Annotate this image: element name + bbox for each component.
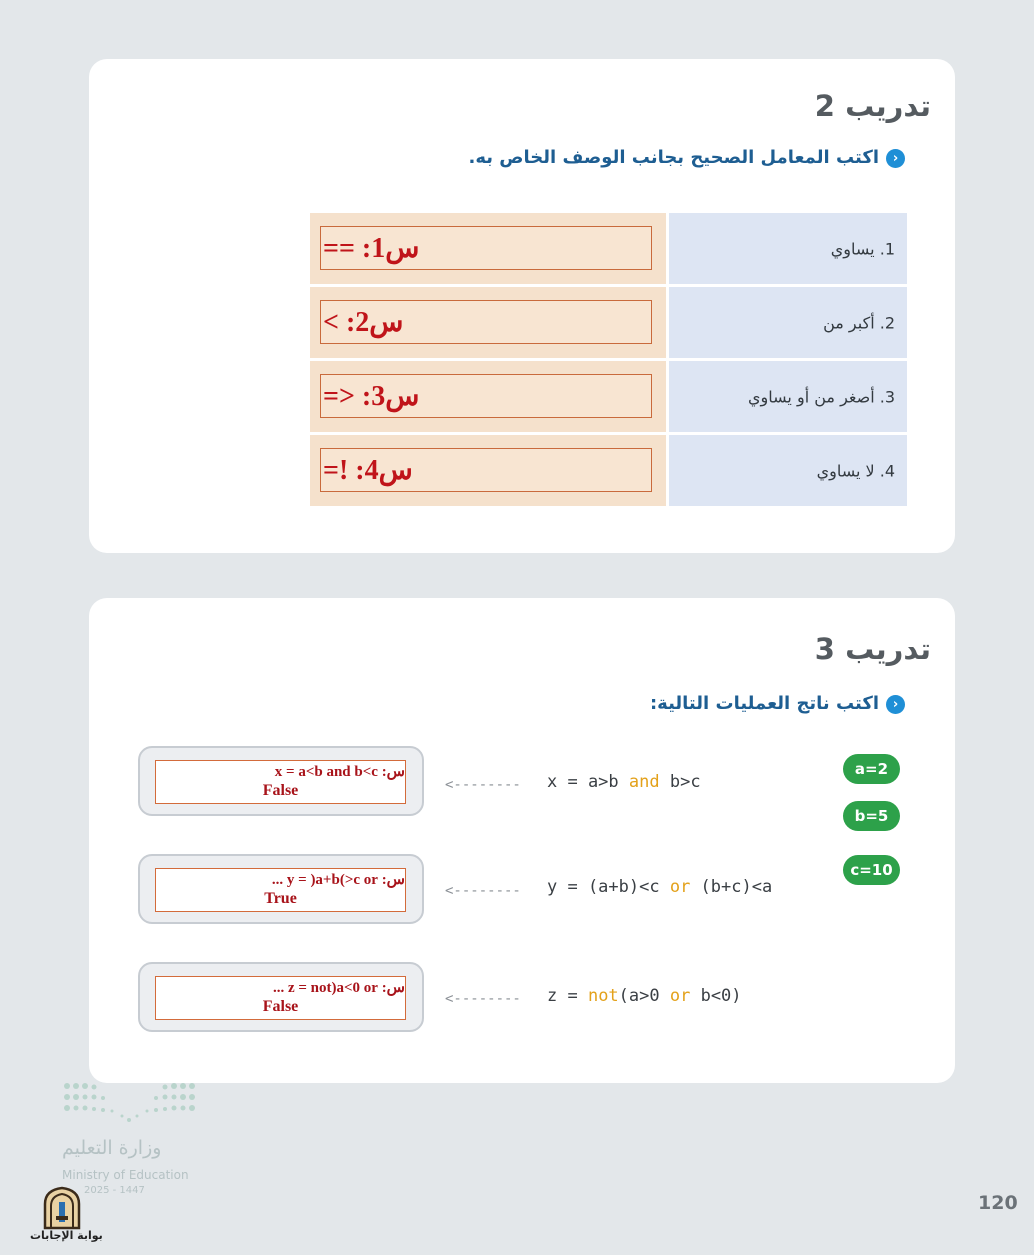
arrow-left-icon: <--------: [445, 777, 521, 793]
answer-box: [320, 374, 652, 418]
result-answer-box: [155, 868, 406, 912]
result-answer-expression: س: z = not)a<0 or ...: [272, 980, 405, 996]
description-cell: [669, 213, 907, 284]
code-text: x = a>b: [547, 772, 629, 792]
answer-text: س4: !=: [323, 455, 413, 486]
result-answer-expression: س: y = )a+b(>c or ...: [271, 872, 405, 888]
code-text: (b+c)<a: [690, 877, 773, 897]
variable-pill-a: a=2: [843, 754, 900, 784]
answer-box: [320, 448, 652, 492]
exercise-3-instruction-text: اكتب ناتج العمليات التالية:: [649, 693, 879, 714]
answer-box: [320, 300, 652, 344]
ministry-name-english: Ministry of Education: [62, 1168, 189, 1182]
variable-pill-c: c=10: [843, 855, 900, 885]
answer-cell: [310, 287, 666, 358]
ministry-years: 2025 - 1447: [84, 1185, 145, 1196]
code-keyword-and: and: [628, 772, 660, 792]
operator-row-4: [310, 435, 907, 506]
result-answer-expression: س: x = a<b and b<c: [274, 764, 405, 780]
chevron-left-icon: ‹: [886, 695, 905, 714]
result-answer-box: [155, 760, 406, 804]
ministry-logo-icon: [62, 1080, 197, 1126]
answer-cell: [310, 213, 666, 284]
exercise-2-instruction-text: اكتب المعامل الصحيح بجانب الوصف الخاص به.: [468, 147, 879, 168]
description-text: 1. يساوي: [830, 239, 895, 258]
answer-text: س1: ==: [323, 233, 420, 264]
code-keyword-or: or: [669, 877, 691, 897]
ministry-name-arabic: وزارة التعليم: [62, 1137, 162, 1159]
result-answer-value: False: [262, 998, 299, 1015]
answer-text: س2: >: [323, 307, 404, 338]
description-cell: [669, 435, 907, 506]
description-text: 2. أكبر من: [823, 313, 895, 332]
result-answer-box: [155, 976, 406, 1020]
exercise-2-card: [89, 59, 955, 553]
operator-row-1: [310, 213, 907, 284]
exercise-2-instruction: [469, 147, 905, 168]
result-frame-z: [138, 962, 424, 1032]
code-expression-z: [547, 986, 742, 1006]
answer-text: س3: <=: [323, 381, 420, 412]
description-cell: [669, 287, 907, 358]
exercise-3-card: [89, 598, 955, 1083]
arrow-left-icon: <--------: [445, 991, 521, 1007]
variable-pill-b: b=5: [843, 801, 900, 831]
description-text: 4. لا يساوي: [816, 461, 895, 480]
answer-cell: [310, 361, 666, 432]
exercise-2-title: تدريب 2: [814, 89, 931, 123]
code-text: z =: [547, 986, 588, 1006]
description-text: 3. أصغر من أو يساوي: [748, 387, 895, 406]
answers-portal-name: بوابة الإجابات: [30, 1229, 103, 1242]
code-text: y = (a+b)<c: [547, 877, 670, 897]
page-number: 120: [978, 1192, 1018, 1214]
code-text: (a>0: [618, 986, 670, 1006]
answers-portal-logo-icon: [41, 1186, 83, 1230]
result-answer-value: False: [262, 782, 299, 799]
arrow-left-icon: <--------: [445, 883, 521, 899]
operator-row-3: [310, 361, 907, 432]
answer-box: [320, 226, 652, 270]
code-expression-x: [547, 772, 701, 792]
code-keyword-or: or: [669, 986, 691, 1006]
code-text: b>c: [659, 772, 701, 792]
exercise-3-title: تدريب 3: [814, 632, 931, 666]
operator-row-2: [310, 287, 907, 358]
code-text: b<0): [690, 986, 742, 1006]
description-cell: [669, 361, 907, 432]
answer-cell: [310, 435, 666, 506]
code-keyword-not: not: [587, 986, 619, 1006]
code-expression-y: [547, 877, 772, 897]
result-answer-value: True: [264, 890, 297, 907]
exercise-3-instruction: [650, 693, 905, 714]
result-frame-x: [138, 746, 424, 816]
result-frame-y: [138, 854, 424, 924]
chevron-left-icon: ‹: [886, 149, 905, 168]
